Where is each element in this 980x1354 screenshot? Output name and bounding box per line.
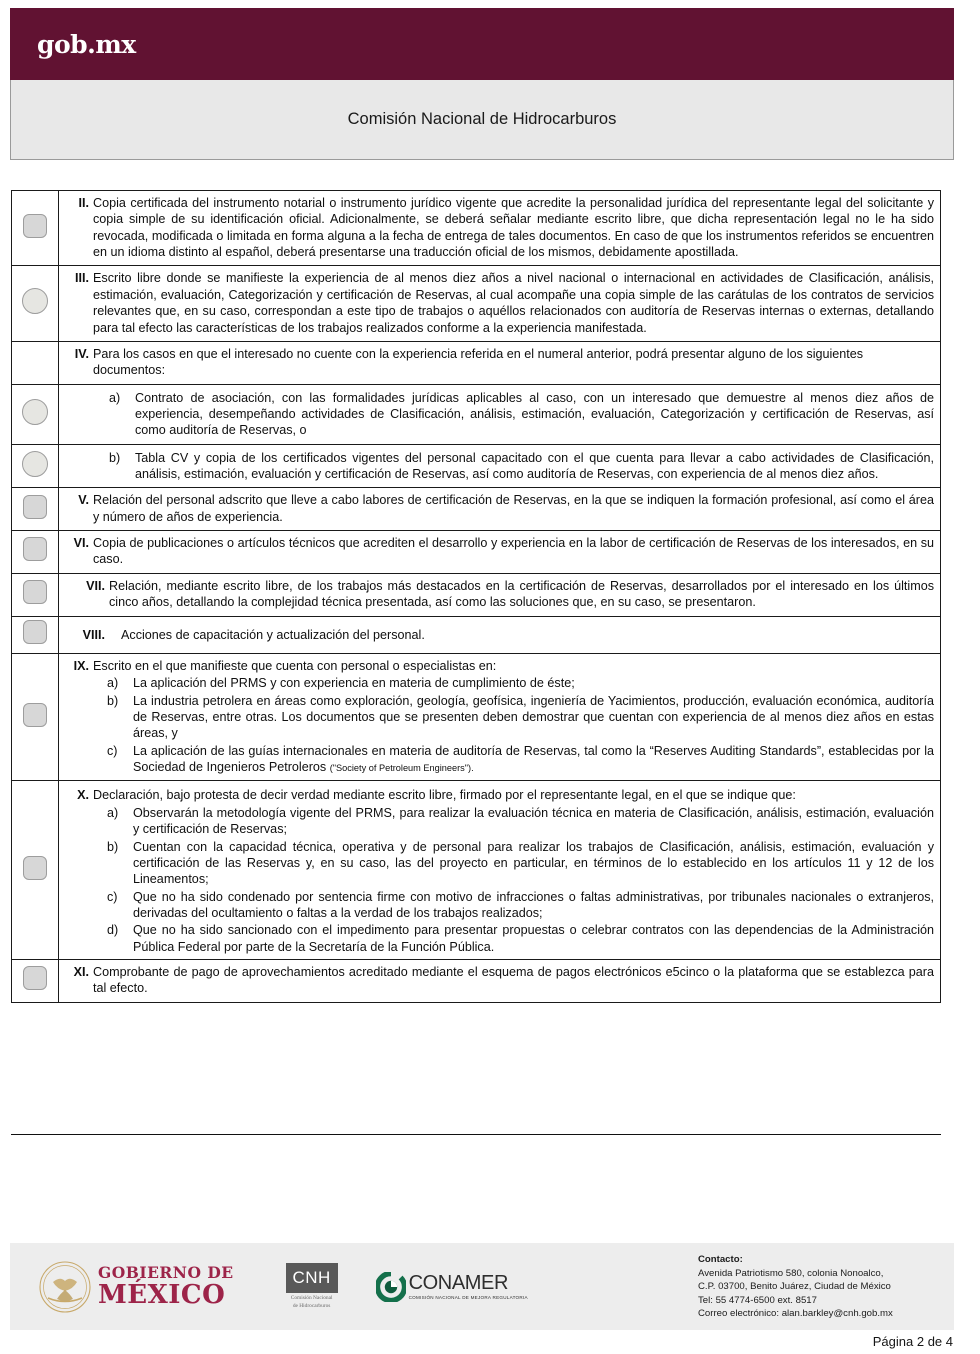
requirement-text: Para los casos en que el interesado no cuente con la experiencia referida en el numeral anterior, podrá presentar alguno de los siguientes documentos: [93,346,864,378]
requirement-text: Copia de publicaciones o artículos técnicos que acrediten el desarrollo y experiencia en la labor de certificación de Reservas de los interesados, en su caso. [93,536,934,567]
cnh-subtitle-line1: Comisión Nacional [290,1295,333,1302]
checkbox-icon[interactable] [23,580,47,604]
requirement-numeral: IV. [74,346,89,361]
conamer-subtitle: COMISIÓN NACIONAL DE MEJORA REGULATORIA [408,1295,528,1300]
requirement-text-cell [59,444,941,488]
checkbox-icon[interactable] [23,966,47,990]
gobmx-header-bar [10,8,954,80]
requirement-text-cell [59,266,941,341]
list-item [63,743,934,776]
subitem-text: Que no ha sido condenado por sentencia firme con motivo de infracciones o faltas administrativas, por tribunales nacionales o extranjeros, derivadas del ocultamiento o faltas a la verdad de los trabajos realizados; [133,889,934,920]
contact-email[interactable]: Correo electrónico: alan.barkley@cnh.gob.mx [698,1308,893,1320]
requirement-numeral: II. [78,196,89,210]
conamer-mark-icon [376,1272,406,1302]
requirement-control-cell[interactable] [12,266,59,341]
contact-address-line1: Avenida Patriotismo 580, colonia Nonoalco, [698,1267,884,1279]
requirement-numeral: X. [77,788,89,803]
requirement-control-cell[interactable] [12,573,59,616]
requirement-text: Copia certificada del instrumento notarial o instrumento jurídico vigente que acredite la personalidad jurídica del representante legal del solicitante y copia simple de su identificación oficial. Adicionalmente, se deberá señalar mediante escrito libre, que dicha representación legal no le ha sido revocada, modificada o limitada en forma alguna a la fecha de entrega de tales documentos. En caso de que los instrumentos referidos se encuentren en un idioma distinto al español, deberá presentarse una traducción oficial de los mismos, debidamente apostillada. [93,196,934,260]
checkbox-icon[interactable] [23,620,47,644]
table-row [12,341,941,384]
requirement-text: Comprobante de pago de aprovechamientos acreditado mediante el esquema de pagos electrónicos e5cinco o la plataforma que se establezca para tal efecto. [93,965,934,996]
contact-block [698,1253,893,1321]
table-row [12,960,941,1003]
requirement-control-cell[interactable] [12,444,59,488]
subitem-letter: a) [107,805,119,820]
subitem-small-note: ("Society of Petroleum Engineers"). [329,763,474,774]
subitem-text: Cuentan con la capacidad técnica, operativa y de personal para realizar los trabajos de Clasificación, análisis, estimación, evaluación y certificación de las Reservas y, en su caso, las del proyecto en particular, en términos de lo establecido en los artículos 11 y 12 de los Lineamentos; [133,839,934,887]
contact-phone: Tel: 55 4774-6500 ext. 8517 [698,1294,817,1306]
list-item [63,675,934,691]
requirement-text: Escrito libre donde se manifieste la experiencia de al menos diez años a nivel nacional o internacional en actividades de Clasificación, análisis, estimación, evaluación, Categorización y certificación de Reservas, al cual acompañe una copia simple de las carátulas de los contratos de servicios relevantes que, en su caso, correspondan a este tipo de trabajos o aquéllos relacionados con auditoría de Reservas internas o externas, detallando para tal efecto las características de los trabajos realizados conforme a la experiencia manifestada. [93,271,934,335]
subitem-text: Contrato de asociación, con las formalidades jurídicas aplicables al caso, con un interesado que demuestre al menos diez años de experiencia, desempeñando actividades de Clasificación, análisis, estimación, evaluación, Categorización y certificación de Reservas, así como auditoría de Reservas, o [135,390,934,438]
subitem-text: La industria petrolera en áreas como exploración, geología, geofísica, ingeniería de Yacimientos, producción, evaluación económica, auditoría de Reservas, entre otras. Los documentos que se presenten deben demostrar que cuentan con experiencia de al menos diez años en estas áreas, y [133,693,934,741]
requirement-control-cell[interactable] [12,653,59,781]
requirement-numeral: VII. [86,578,105,593]
requirement-text: Relación del personal adscrito que lleve a cabo labores de certificación de Reservas, en la que se indiquen la formación profesional, así como el área y número de años de experiencia. [93,493,934,524]
page-number: Página 2 de 4 [872,1334,953,1349]
subitem-text-wrap [133,743,934,776]
requirement-numeral: XI. [73,965,89,980]
gobierno-line1: GOBIERNO DE [98,1263,234,1283]
cnh-subtitle-line2: de Hidrocarburos [292,1302,331,1309]
subitem-letter: c) [107,889,118,904]
requirement-text: Escrito en el que manifieste que cuenta con personal o especialistas en: [93,658,497,673]
table-row [12,266,941,341]
subitem-letter: b) [107,693,119,708]
table-row [12,531,941,574]
subitem-text: Observarán la metodología vigente del PRMS, para realizar la evaluación técnica en materia de Clasificación, análisis, estimación, evaluación y certificación de Reservas; [133,805,934,837]
section-divider [11,1134,941,1135]
table-row [12,781,941,960]
page-title: Comisión Nacional de Hidrocarburos [347,110,617,128]
gobierno-line2: MÉXICO [98,1279,226,1310]
requirement-numeral: III. [75,271,89,286]
requirement-text-cell [59,488,941,531]
table-row [12,384,941,444]
requirement-text-cell [59,616,941,653]
table-row [12,573,941,616]
requirement-text-cell [59,573,941,616]
checkbox-icon[interactable] [23,537,47,561]
requirement-control-cell[interactable] [12,191,59,266]
requirement-text-cell [59,653,941,781]
radio-icon[interactable] [22,451,48,477]
subitem-text: Que no ha sido sancionado con el impedimento para presentar propuestas o celebrar contratos con las dependencias de la Administración Pública Federal por parte de la Secretaría de la Función Pública. [133,923,934,954]
subitem-letter: a) [109,390,121,405]
table-row [12,616,941,653]
list-item [63,839,934,888]
requirement-numeral: V. [78,493,89,508]
checkbox-icon[interactable] [23,856,47,880]
requirement-text-cell [59,781,941,960]
list-item [63,693,934,742]
conamer-name: CONAMER [408,1272,509,1294]
requirement-text-cell [59,960,941,1003]
mexican-coat-of-arms-icon [38,1260,92,1314]
requirement-control-cell [12,341,59,384]
requirement-numeral: VI. [73,536,89,551]
footer-logo-group [10,1243,528,1330]
table-row [12,444,941,488]
requirement-numeral: VIII. [82,627,105,642]
requirement-text: Relación, mediante escrito libre, de los trabajos más destacados en la certificación de Reservas, desarrollados por el interesado en los últimos cinco años, detallando la complejidad técnica presentada, así como las soluciones que, en su caso, se presentaron. [109,578,934,610]
subitem-letter: d) [107,923,119,938]
agency-title-bar [10,80,954,160]
requirement-control-cell[interactable] [12,781,59,960]
requirement-control-cell[interactable] [12,384,59,444]
radio-icon[interactable] [22,288,48,314]
checkbox-icon[interactable] [23,703,47,727]
subitem-text: La aplicación de las guías internacionales en materia de auditoría de Reservas, tal como la “Reserves Auditing Standards”, establecidas por la Sociedad de Ingenieros Petroleros [133,743,934,775]
subitem-text: La aplicación del PRMS y con experiencia en materia de cumplimiento de éste; [133,676,575,691]
table-row [12,488,941,531]
requirement-text-cell [59,191,941,266]
cnh-acronym: CNH [286,1263,338,1293]
subitem-letter: a) [107,676,119,691]
gobmx-logo[interactable]: gob.mx [37,30,136,59]
requirement-text-cell [59,384,941,444]
requirement-control-cell[interactable] [12,960,59,1003]
table-row [12,191,941,266]
contact-address-line2: C.P. 03700, Benito Juárez, Ciudad de México [698,1281,891,1293]
contact-label: Contacto: [698,1254,743,1265]
requirement-control-cell[interactable] [12,488,59,531]
list-item [63,889,934,922]
subitem-text: Tabla CV y copia de los certificados vigentes del personal capacitado con el que cuenta para llevar a cabo actividades de Clasificación, análisis, estimación, evaluación y certificación de Reservas, así como auditoría de Reservas, con experiencia de al menos diez años. [135,450,934,482]
cnh-logo [286,1263,338,1310]
requirement-text: Declaración, bajo protesta de decir verdad mediante escrito libre, firmado por el representante legal, en el que se indique que: [93,788,796,803]
table-row [12,653,941,781]
requirements-table [11,190,941,1003]
subitem-letter: c) [107,743,118,758]
checkbox-icon[interactable] [23,495,47,519]
gobierno-de-mexico-wordmark [98,1265,234,1308]
list-item [63,922,934,955]
list-item [63,805,934,838]
requirement-text-cell [59,531,941,574]
requirement-control-cell[interactable] [12,616,59,653]
conamer-logo [376,1272,528,1302]
requirement-numeral: IX. [73,658,89,673]
conamer-wordmark [409,1273,528,1300]
subitem-letter: b) [109,450,121,465]
subitem-letter: b) [107,839,119,854]
radio-icon[interactable] [22,399,48,425]
cnh-subtitle [286,1295,338,1310]
requirement-control-cell[interactable] [12,531,59,574]
requirement-text: Acciones de capacitación y actualización del personal. [121,627,425,642]
checkbox-icon[interactable] [23,214,47,238]
footer-band [10,1243,954,1330]
requirement-text-cell [59,341,941,384]
